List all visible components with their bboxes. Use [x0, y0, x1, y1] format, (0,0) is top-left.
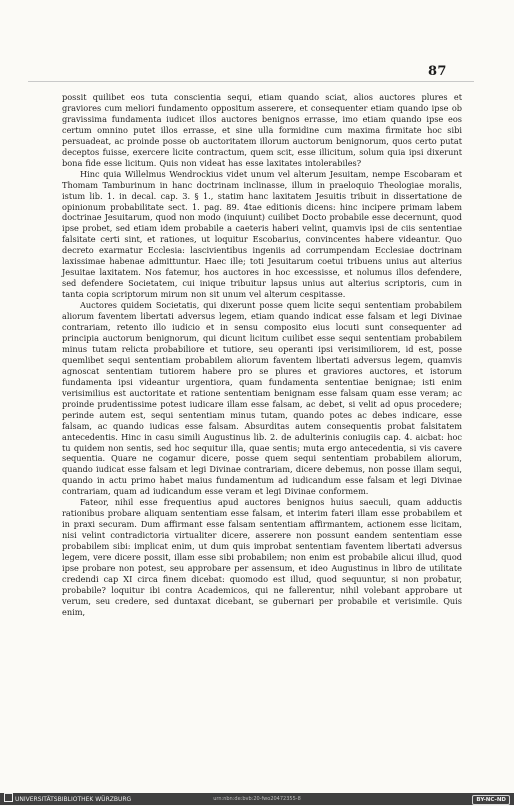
- paragraph: Auctores quidem Societatis, qui dixerunt posse quem licite sequi sententiam probabilem aliorum faventem libertati adversus legem, etiam quando indicat esse falsam et legi Divinae contrariam, retento illo iudicio et in sensu composito eius locuti sunt consequenter ad principia auctorum benignorum, qui dicunt licitum cuilibet esse sequi sententiam probabilem minus tutam relicta probabiliore et tutiore, seu operanti ipsi verisimiliorem, id est, posse quemlibet sequi sententiam probabilem aliorum faventem libertati adversus legem, quamvis agnoscat sententiam tutiorem habere pro se plures et graviores auctores, et istorum fundamenta ipsi videantur urgentiora, quam fundamenta sententiae benignae; isti enim verisimilius est auctoritate et ratione sententiam benignam esse falsam quam esse veram; ac proinde prudentissime potest iudicare illam esse falsam, ac debet, si velit ad opus procedere; perinde autem est, sequi sententiam minus tutam, quando potes ac debes indicare, esse falsam, ac quando iudicas esse falsam. Absurditas autem consequentis probat falsitatem antecedentis. Hinc in casu simili Augustinus lib. 2. de adulterinis coniugiis cap. 4. aicbat: hoc tu quidem non sentis, sed hoc sequitur illa, quae sentis; muta ergo antecedentia, si vis cavere sequentia. Quare ne cogamur dicere, posse quem sequi sententiam probabilem aliorum, quando iudicat esse falsam et legi Divinae contrariam, dicere debemus, non posse illam sequi, quando in actu primo habet maius fundamentum ad iudicandum esse falsam et legi Divinae contrariam, quam ad iudicandum esse veram et legi Divinae conformem.: [62, 300, 462, 497]
- header-rule: [28, 81, 474, 82]
- paragraph: Hinc quia Willelmus Wendrockius videt unum vel alterum Jesuitam, nempe Escobaram et Thomam Tamburinum in hanc doctrinam inclinasse, illum in praeloquio Theologiae moralis, istum lib. 1. in decal. cap. 3. § 1., statim hanc laxitatem Jesuitis tribuit in dissertatione de opinionum probabilitate sect. 1. pag. 89. 4tae editionis dicens: hinc incipere primam labem doctrinae Jesuitarum, quod non modo (inquiunt) cuilibet Docto probabile esse decernunt, quod ipse probet, sed etiam idem probabile a caeteris haberi velint, quamvis ipsi de ciis sententiae falsitate certi sint, et rationes, ut loquitur Escobarius, convincentes habere videantur. Quo decreto exarmatur Ecclesia: lascivientibus ingeniis ad corrumpendam Ecclesiae doctrinam laxissimae habenae admittuntur. Haec ille; toti Jesuitarum coetui tribuens unius aut alterius Jesuitae laxitatem. Nos fatemur, hos auctores in hoc excessisse, et nolumus illos defendere, sed defendere Societatem, cui inique tribuitur lapsus unius aut alterius scriptoris, cum in tanta copia scriptorum mirum non sit unum vel alterum cespitasse.: [62, 168, 462, 300]
- urn-identifier: urn:nbn:de:bvb:20-fwo20472355-8: [213, 796, 301, 802]
- paragraph: possit quilibet eos tuta conscientia sequi, etiam quando sciat, alios auctores plures et graviores cum meliori fundamento oppositum asserere, et consequenter etiam quando ipse ob gravissima fundamenta iudicet illos auctores benignos errasse, imo etiam quando ipse eos certum omnino putet illos errasse, et sine ulla formidine cum maxima firmitate hoc sibi persuadeat, ac proinde posse ob auctoritatem illorum auctorum benignorum, quos certo putat deceptos fuisse, exercere licite contractum, quem scit, esse illicitum, solum quia ipsi dixerunt bona fide esse licitum. Quis non videat has esse laxitates intolerabiles?: [62, 92, 462, 168]
- document-body: [62, 92, 462, 618]
- footer-bar: [0, 793, 514, 805]
- license-badge: BY-NC-ND: [472, 795, 510, 805]
- paragraph: Fateor, nihil esse frequentius apud auctores benignos huius saeculi, quam adductis rationibus probare aliquam sententiam esse falsam, et interim fateri illam esse probabilem et in praxi securam. Dum affirmant esse falsam sententiam affirmantem, actionem esse licitam, nisi velint contradictoria virtualiter dicere, asserere non possunt eandem sententiam esse probabilem sibi: implicat enim, ut dum quis improbat sententiam faventem libertati adversus legem, vere dicere possit, illam esse sibi probabilem; non enim est probabile alicui illud, quod ipse probare non potest, seu approbare per assensum, et ideo Augustinus in libro de utilitate credendi cap XI circa finem dicebat: quomodo est illud, quod sequuntur, si non probatur, probabile? loquitur ibi contra Academicos, qui ne fallerentur, nihil volebant approbare ut verum, seu credere, sed duntaxat dicebant, se gubernari per probabile et verisimile. Quis enim,: [62, 497, 462, 617]
- library-name: UNIVERSITÄTSBIBLIOTHEK WÜRZBURG: [15, 796, 132, 803]
- page-number: 87: [428, 64, 447, 79]
